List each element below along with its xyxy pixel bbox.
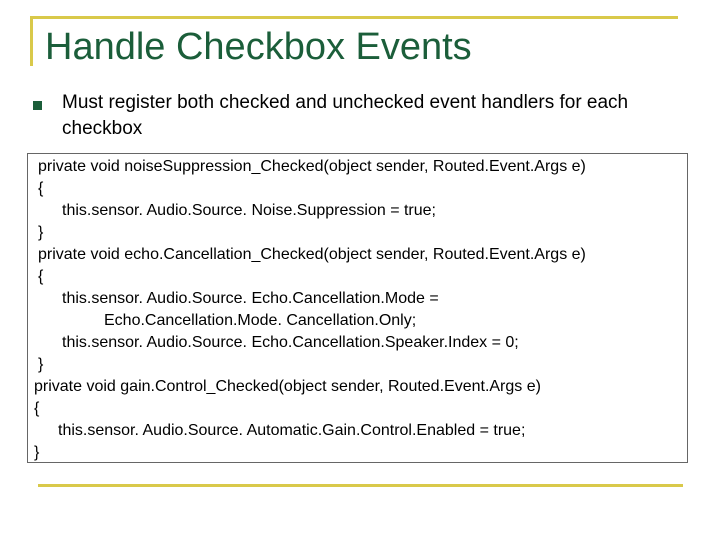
title-rule-left <box>30 16 33 66</box>
code-block <box>27 153 688 463</box>
bullet-text: Must register both checked and unchecked event handlers for each checkbox <box>62 92 629 139</box>
square-bullet-icon <box>33 101 42 110</box>
title-rule-top <box>30 16 678 19</box>
bullet-item <box>30 90 690 142</box>
code-line: this.sensor. Audio.Source. Echo.Cancellation.Mode = <box>62 290 439 307</box>
code-line: } <box>38 224 44 241</box>
code-line: { <box>38 268 44 285</box>
code-line: private void gain.Control_Checked(object sender, Routed.Event.Args e) <box>34 378 541 395</box>
code-line: this.sensor. Audio.Source. Noise.Suppression = true; <box>62 202 436 219</box>
code-line: this.sensor. Audio.Source. Automatic.Gain.Control.Enabled = true; <box>58 422 526 439</box>
footer-rule <box>38 484 683 487</box>
slide-title: Handle Checkbox Events <box>45 26 472 68</box>
code-line: { <box>38 180 44 197</box>
code-line: Echo.Cancellation.Mode. Cancellation.Only; <box>104 312 417 329</box>
code-line: private void noiseSuppression_Checked(object sender, Routed.Event.Args e) <box>38 158 586 175</box>
code-line: this.sensor. Audio.Source. Echo.Cancellation.Speaker.Index = 0; <box>62 334 519 351</box>
code-line: } <box>38 356 44 373</box>
code-line: } <box>34 444 40 461</box>
code-line: { <box>34 400 40 417</box>
code-line: private void echo.Cancellation_Checked(object sender, Routed.Event.Args e) <box>38 246 586 263</box>
